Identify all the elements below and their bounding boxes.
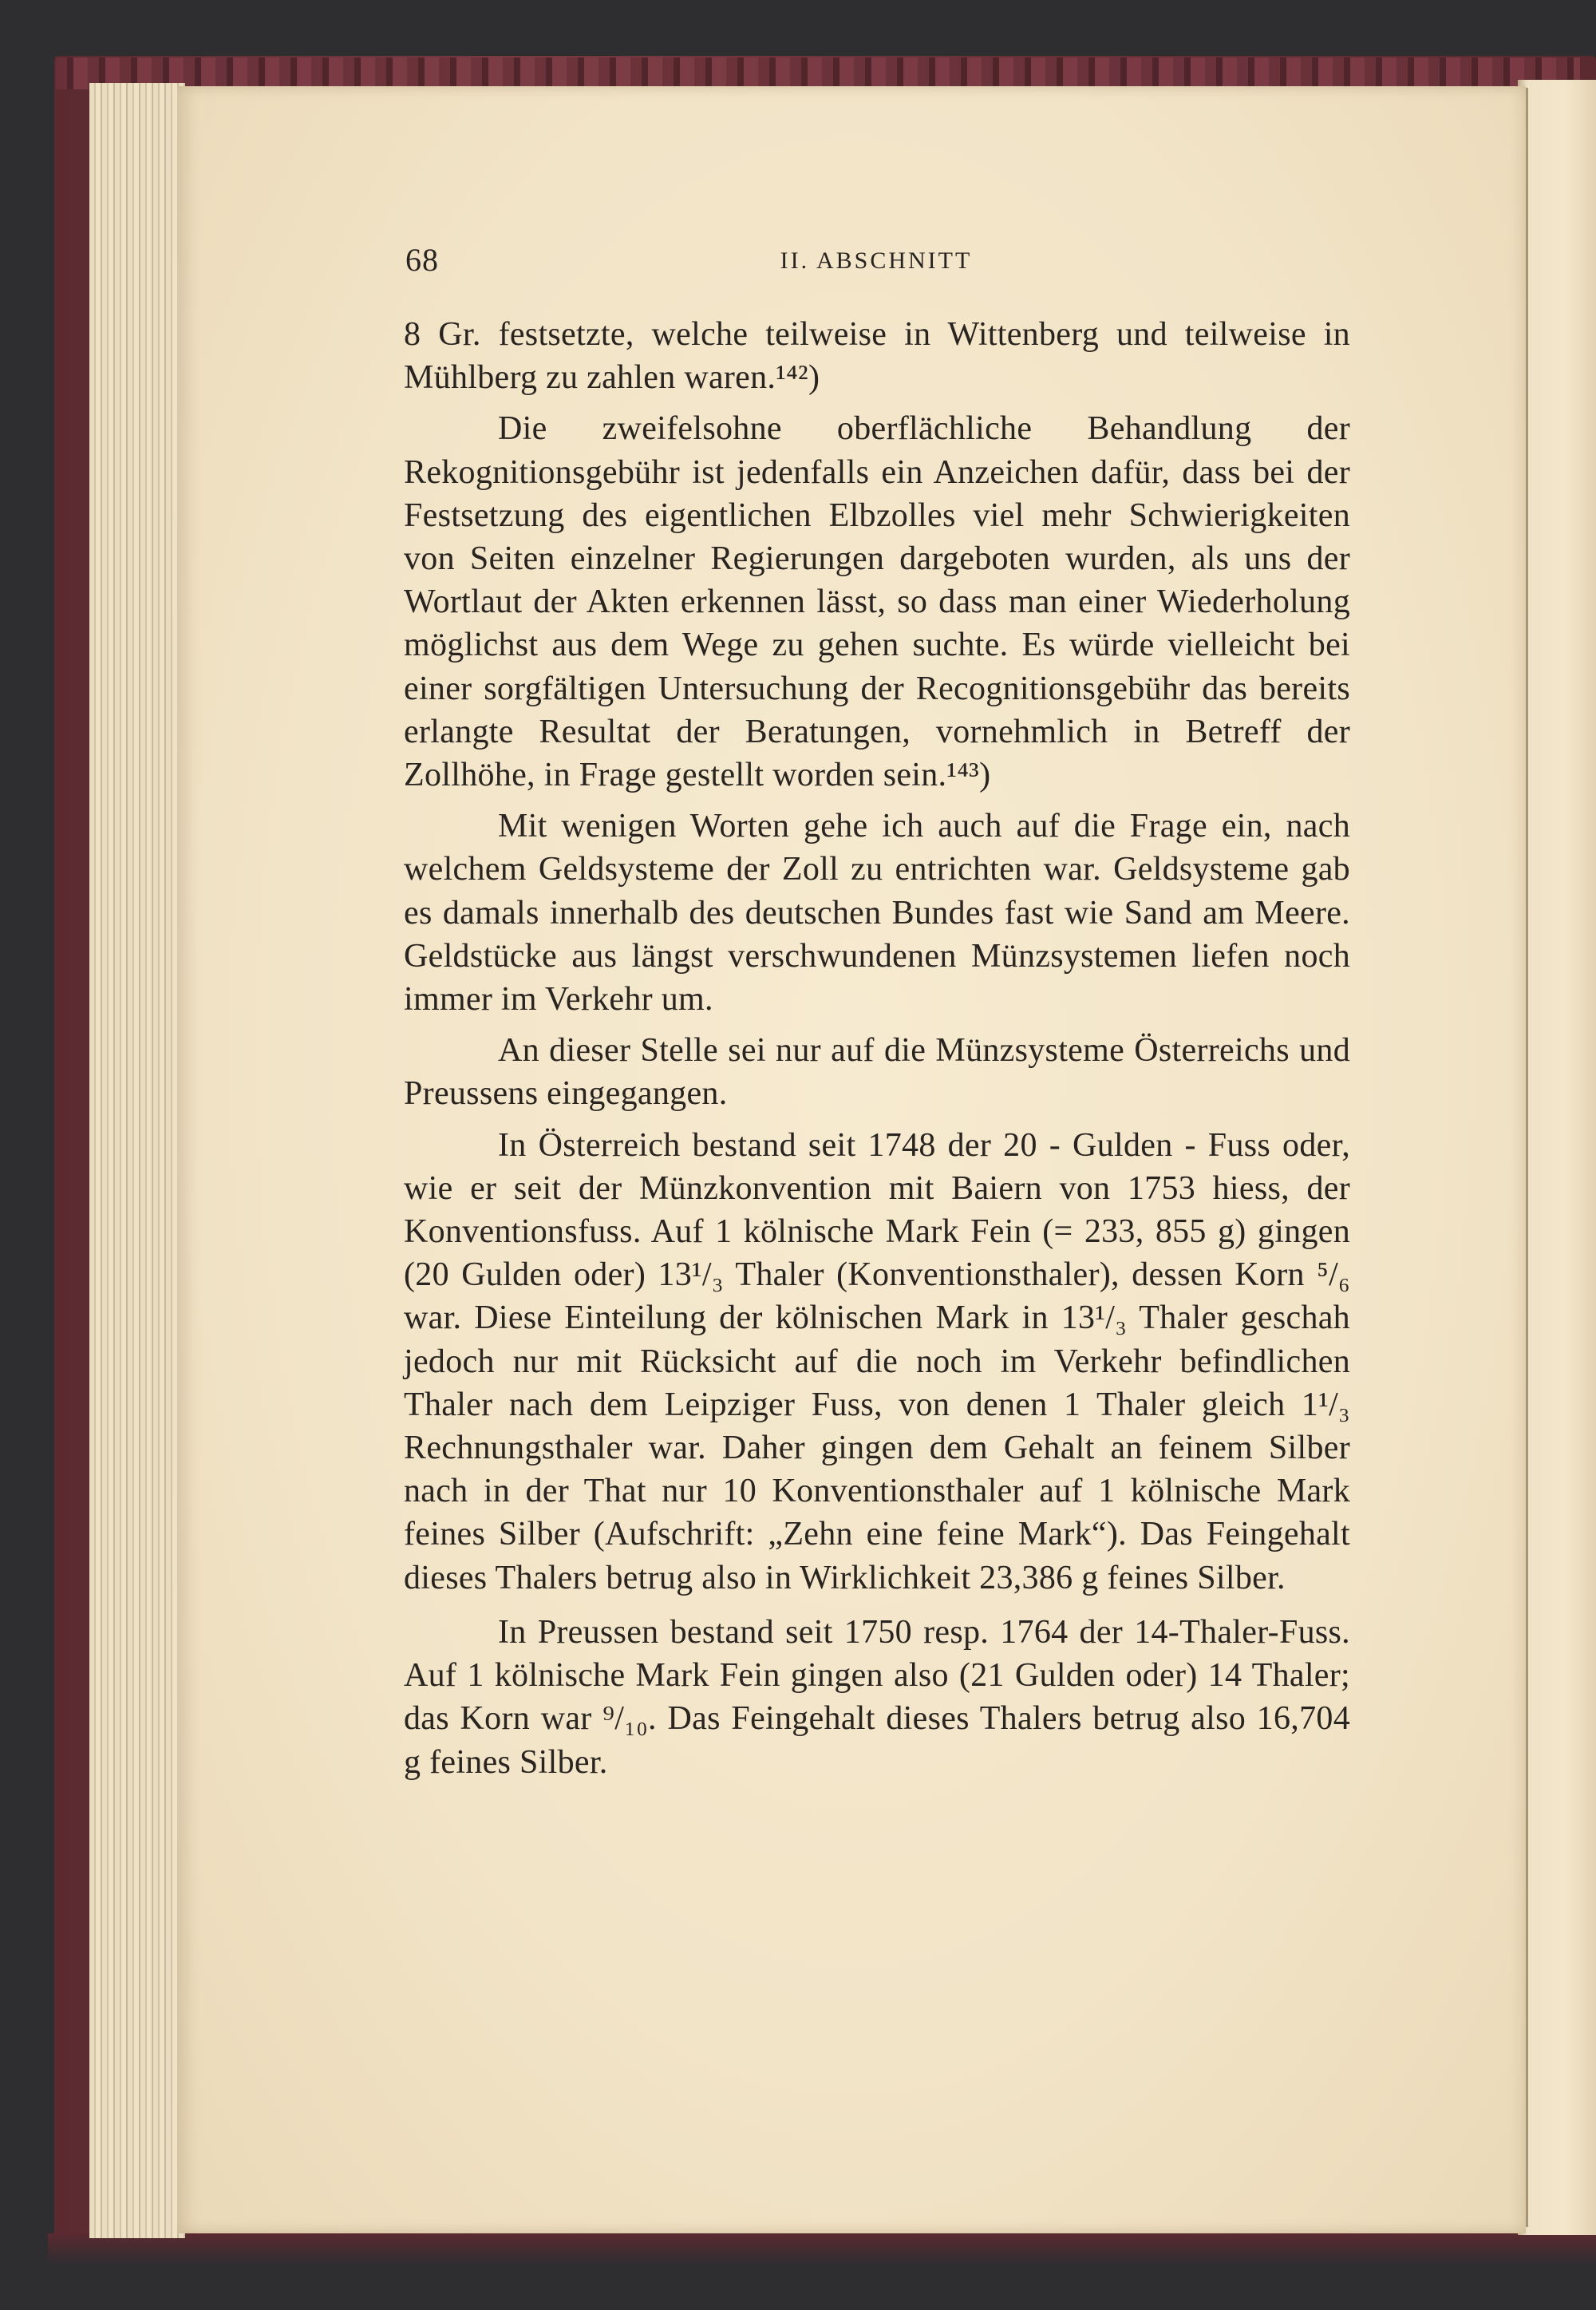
facing-page — [1518, 80, 1596, 2235]
paragraph: In Preussen bestand seit 1750 resp. 1764 der 14-Thaler-Fuss. Auf 1 kölnische Mark Fein gingen also (21 Gulden oder) 14 Thaler; das Korn war ⁹/₁₀. Das Feingehalt dieses Thalers betrug also 16,704 g feines Silber. — [404, 1613, 1350, 1781]
paragraph: 8 Gr. festsetzte, welche teilweise in Wittenberg und teilweise in Mühlberg zu zahlen waren.¹⁴²) — [404, 316, 1350, 397]
page-header — [405, 241, 1347, 281]
body-text — [404, 313, 1350, 1792]
paragraph: An dieser Stelle sei nur auf die Münzsysteme Österreichs und Preussens eingegangen. — [404, 1032, 1350, 1113]
page-number: 68 — [405, 242, 439, 278]
running-head: II. ABSCHNITT — [780, 247, 973, 274]
paragraph: Die zweifelsohne oberflächliche Behandlung der Rekognitionsgebühr ist jedenfalls ein Anzeichen dafür, dass bei der Festsetzung des eigentlichen Elbzolles viel mehr Schwierigkeiten von Seiten einzelner Regierungen dargeboten wurden, als uns der Wortlaut der Akten erkennen lässt, so dass man einer Wiederholung möglichst aus dem Wege zu gehen suchte. Es würde vielleicht bei einer sorgfältigen Untersuchung der Recognitionsgebühr das bereits erlangte Resultat der Beratungen, vornehmlich in Betreff der Zollhöhe, in Frage gestellt worden sein.¹⁴³) — [404, 410, 1350, 794]
book-cover-edge — [56, 57, 1580, 89]
page-stack-edges — [89, 83, 185, 2238]
book-cover-bottom — [48, 2233, 1596, 2265]
binding-gutter — [1526, 88, 1528, 2227]
paragraph: Mit wenigen Worten gehe ich auch auf die Frage ein, nach welchem Geldsysteme der Zoll zu entrichten war. Geldsysteme gab es damals innerhalb des deutschen Bundes fast wie Sand am Meere. Geldstücke aus längst verschwundenen Münzsystemen liefen noch immer im Verkehr um. — [404, 808, 1350, 1019]
paragraph: In Österreich bestand seit 1748 der 20 - Gulden - Fuss oder, wie er seit der Münzkonvention mit Baiern von 1753 hiess, der Konventionsfuss. Auf 1 kölnische Mark Fein (= 233, 855 g) gingen (20 Gulden oder) 13¹/₃ Thaler (Konventionsthaler), dessen Korn ⁵/₆ war. Diese Einteilung der kölnischen Mark in 13¹/₃ Thaler geschah jedoch nur mit Rücksicht auf die noch im Verkehr befindlichen Thaler nach dem Leipziger Fuss, von denen 1 Thaler gleich 1¹/₃ Rechnungsthaler war. Daher gingen dem Gehalt an feinem Silber nach in der That nur 10 Konventionsthaler auf 1 kölnische Mark feines Silber (Aufschrift: „Zehn eine feine Mark“). Das Feingehalt dieses Thalers betrug also in Wirklichkeit 23,386 g feines Silber. — [404, 1126, 1350, 1596]
